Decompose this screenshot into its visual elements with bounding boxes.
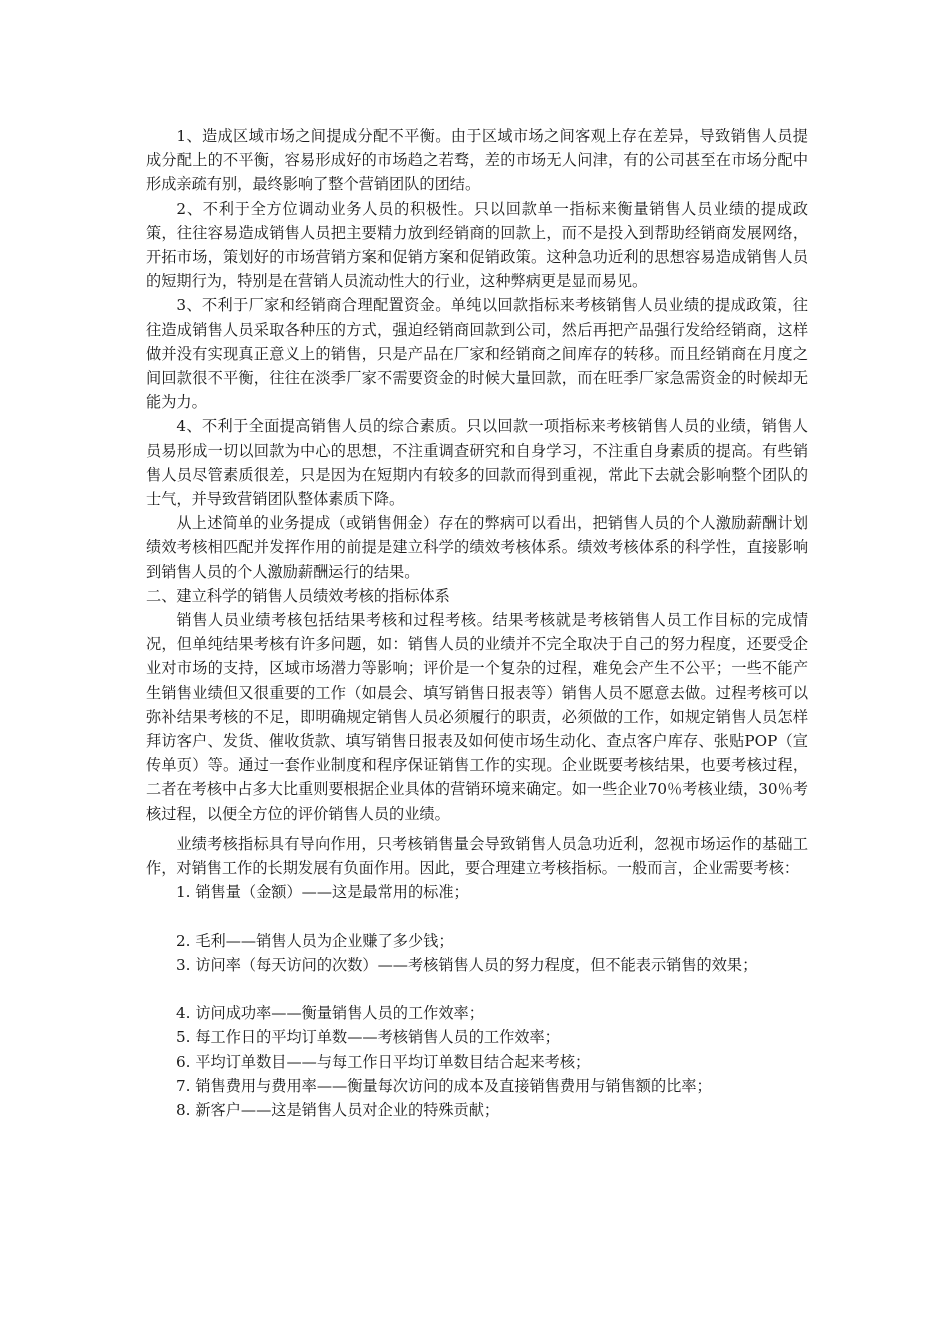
list-item: 3. 访问率（每天访问的次数）——考核销售人员的努力程度，但不能表示销售的效果； [176,955,758,974]
list-item: 1. 销售量（金额）——这是最常用的标准； [176,883,469,902]
paragraph-assessment: 销售人员业绩考核包括结果考核和过程考核。结果考核就是考核销售人员工作目标的完成情况，但单纯结果考核有许多问题，如：销售人员的业绩并不完全取决于自己的努力程度，还要受企业对市场的支持，区域市场潜力等影响；评价是一个复杂的过程，难免会产生不公平；一些不能产生销售业绩但又很重要的工作（如晨会、填写销售日报表等）销售人员不愿意去做。过程考核可以弥补结果考核的不足，即明确规定销售人员必须履行的职责，必须做的工作，如规定销售人员怎样拜访客户、发货、催收货款、填写销售日报表及如何使市场生动化、查点客户库存、张贴POP（宣传单页）等。通过一套作业制度和程序保证销售工作的实现。企业既要考核结果，也要考核过程，二者在考核中占多大比重则要根据企业具体的营销环境来确定。如一些企业70％考核业绩，30％考核过程，以便全方位的评价销售人员的业绩。 [146,611,808,823]
list-item: 7. 销售费用与费用率——衡量每次访问的成本及直接销售费用与销售额的比率； [176,1076,712,1095]
section-heading: 二、建立科学的销售人员绩效考核的指标体系 [146,586,450,605]
paragraph-4: 4、不利于全面提高销售人员的综合素质。只以回款一项指标来考核销售人员的业绩，销售人员易形成一切以回款为中心的思想，不注重调查研究和自身学习，不注重自身素质的提高。有些销售人员尽管素质很差，只是因为在短期内有较多的回款而得到重视，常此下去就会影响整个团队的士气，并导致营销团队整体素质下降。 [146,417,808,509]
blank-line [146,977,808,1001]
blank-line [146,905,808,929]
list-item: 8. 新客户——这是销售人员对企业的特殊贡献； [176,1101,500,1120]
list-item: 2. 毛利——销售人员为企业赚了多少钱； [176,931,454,950]
paragraph-3: 3、不利于厂家和经销商合理配置资金。单纯以回款指标来考核销售人员业绩的提成政策，往往造成销售人员采取各种压的方式，强迫经销商回款到公司，然后再把产品强行发给经销商，这样做并没有实现真正意义上的销售，只是产品在厂家和经销商之间库存的转移。而且经销商在月度之间回款很不平衡，往往在淡季厂家不需要资金的时候大量回款，而在旺季厂家急需资金的时候却无能为力。 [146,296,808,412]
list-item: 5. 每工作日的平均订单数——考核销售人员的工作效率； [176,1028,560,1047]
paragraph-summary: 从上述简单的业务提成（或销售佣金）存在的弊病可以看出，把销售人员的个人激励薪酬计划绩效考核相匹配并发挥作用的前提是建立科学的绩效考核体系。绩效考核体系的科学性，直接影响到销售人员的个人激励薪酬运行的结果。 [146,514,808,581]
paragraph-indicators: 业绩考核指标具有导向作用，只考核销售量会导致销售人员急功近利，忽视市场运作的基础工作，对销售工作的长期发展有负面作用。因此，要合理建立考核指标。一般而言，企业需要考核： [146,834,808,878]
list-item: 6. 平均订单数目——与每工作日平均订单数目结合起来考核； [176,1052,591,1071]
paragraph-2: 2、不利于全方位调动业务人员的积极性。只以回款单一指标来衡量销售人员业绩的提成政策，往往容易造成销售人员把主要精力放到经销商的回款上，而不是投入到帮助经销商发展网络，开拓市场，策划好的市场营销方案和促销方案和促销政策。这种急功近利的思想容易造成销售人员的短期行为，特别是在营销人员流动性大的行业，这种弊病更是显而易见。 [146,199,808,291]
paragraph-1: 1、造成区域市场之间提成分配不平衡。由于区域市场之间客观上存在差异，导致销售人员提成分配上的不平衡，容易形成好的市场趋之若骛，差的市场无人问津，有的公司甚至在市场分配中形成亲疏有别，最终影响了整个营销团队的团结。 [146,127,808,194]
document-page [146,124,808,1122]
list-item: 4. 访问成功率——衡量销售人员的工作效率； [176,1004,484,1023]
